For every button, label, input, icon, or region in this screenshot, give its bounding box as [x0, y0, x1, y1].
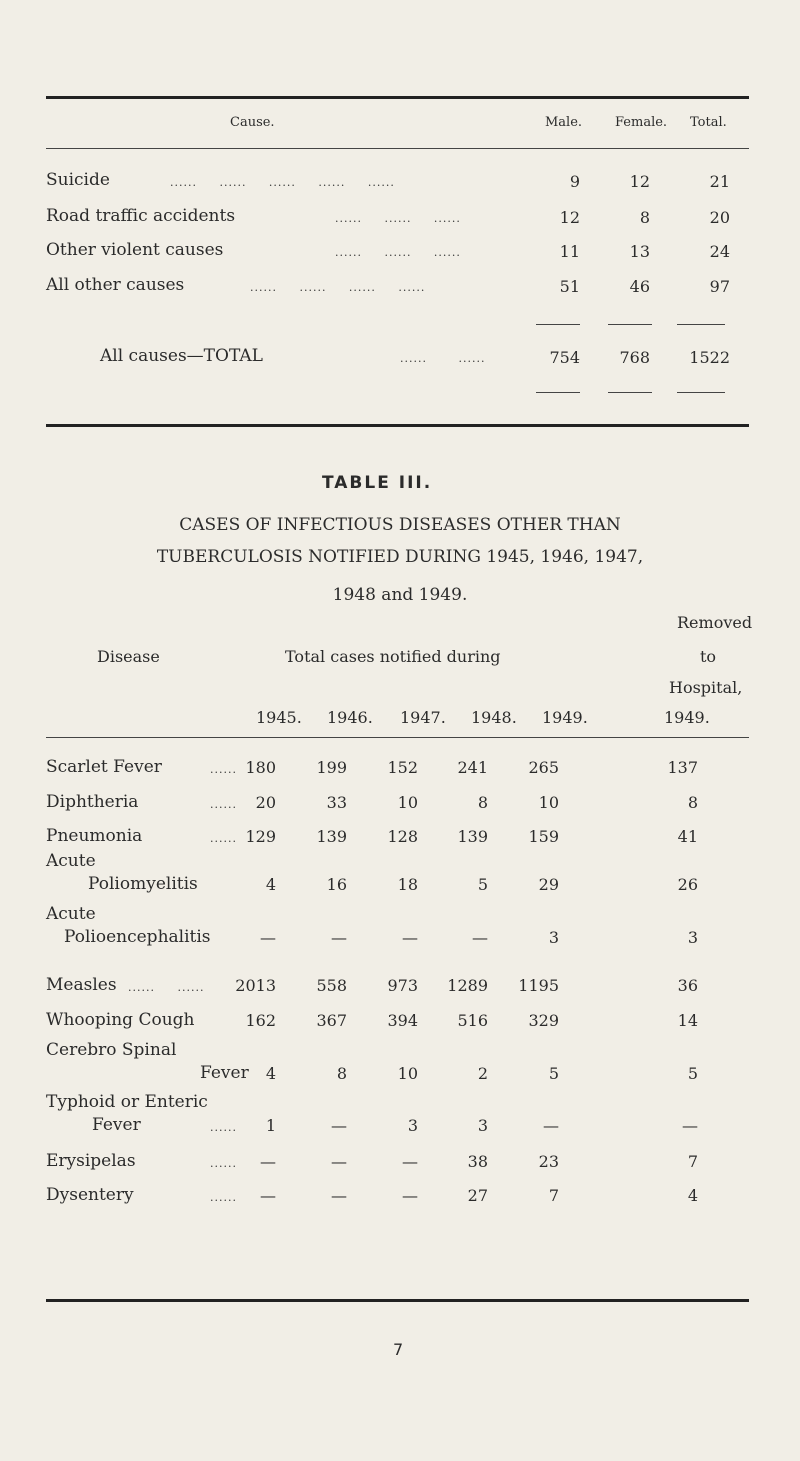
year-header: 1948.	[471, 708, 517, 727]
cell-value: 3	[548, 928, 559, 947]
disease-label: Dysentery	[46, 1185, 134, 1205]
cell-value: 16	[326, 875, 347, 894]
cell-value: 5	[477, 875, 488, 894]
cell-value: 41	[677, 827, 698, 846]
year-header: 1947.	[400, 708, 446, 727]
leader-dots: ......	[210, 1191, 237, 1204]
disease-label: Acute	[46, 904, 96, 924]
total-row-label: All causes—TOTAL	[100, 346, 263, 366]
cell-total: 97	[709, 277, 730, 296]
cell-male: 11	[559, 242, 580, 261]
cell-value: 2013	[235, 976, 276, 995]
cell-value: —	[402, 928, 418, 947]
sum-rule	[536, 392, 580, 393]
cell-value: 4	[687, 1186, 698, 1205]
cell-value: —	[402, 1152, 418, 1171]
cell-value: —	[260, 1186, 276, 1205]
row-label: Suicide	[46, 170, 110, 190]
cell-value: 3	[477, 1116, 488, 1135]
disease-label: Erysipelas	[46, 1151, 136, 1171]
year-header: 1949.	[664, 708, 710, 727]
row-label: All other causes	[46, 275, 185, 295]
cell-value: 162	[245, 1011, 276, 1030]
header-rule	[46, 148, 749, 149]
cell-value: 27	[467, 1186, 488, 1205]
cell-value: —	[331, 1152, 347, 1171]
disease-label: Typhoid or Enteric	[46, 1092, 208, 1112]
header-removed-to: to	[700, 647, 717, 666]
header-male: Male.	[545, 115, 583, 130]
cell-value: 516	[457, 1011, 488, 1030]
cell-value: 241	[457, 758, 488, 777]
cell-value: 2	[477, 1064, 488, 1083]
cell-value: 20	[255, 793, 276, 812]
cell-value: 129	[245, 827, 276, 846]
cell-value: —	[331, 1116, 347, 1135]
header-removed: Removed	[677, 613, 753, 632]
header-total-cases: Total cases notified during	[285, 647, 501, 666]
cell-value: 26	[677, 875, 698, 894]
table-title: TABLE III.	[322, 473, 433, 493]
cell-value: 139	[316, 827, 347, 846]
cell-value: 7	[548, 1186, 559, 1205]
leader-dots: ......	[210, 1157, 237, 1170]
header-removed-hospital: Hospital,	[669, 678, 743, 697]
cell-value: 128	[387, 827, 418, 846]
leader-dots: ...... ...... ...... ...... ......	[170, 176, 395, 189]
leader-dots: ......	[210, 763, 237, 776]
cell-value: 23	[538, 1152, 559, 1171]
cell-value: 4	[265, 875, 276, 894]
cell-female: 46	[629, 277, 650, 296]
table-caption-line2: TUBERCULOSIS NOTIFIED DURING 1945, 1946, 1947,	[156, 547, 644, 567]
cell-value: 394	[387, 1011, 418, 1030]
cell-value: —	[331, 928, 347, 947]
cell-value: 8	[336, 1064, 347, 1083]
cell-value: 139	[457, 827, 488, 846]
cell-value: 367	[316, 1011, 347, 1030]
leader-dots: ......	[210, 798, 237, 811]
disease-label-continued: Fever	[92, 1115, 141, 1135]
cell-value: 1	[265, 1116, 276, 1135]
page-number: 7	[393, 1340, 404, 1359]
total-male: 754	[549, 348, 580, 367]
header-cause: Cause.	[230, 115, 275, 130]
cell-value: —	[260, 1152, 276, 1171]
cell-value: 265	[528, 758, 559, 777]
disease-label: Diphtheria	[46, 792, 139, 812]
cell-value: 159	[528, 827, 559, 846]
cell-value: 18	[397, 875, 418, 894]
leader-dots: ...... ...... ......	[335, 212, 461, 225]
year-header: 1949.	[542, 708, 588, 727]
cell-value: 4	[265, 1064, 276, 1083]
cell-value: 3	[687, 928, 698, 947]
cell-value: 3	[407, 1116, 418, 1135]
cell-value: 1289	[447, 976, 488, 995]
table-caption-line1: CASES OF INFECTIOUS DISEASES OTHER THAN	[179, 515, 621, 535]
leader-dots: ...... ...... ...... ......	[250, 281, 426, 294]
cell-value: 558	[316, 976, 347, 995]
disease-label: Scarlet Fever	[46, 757, 162, 777]
cell-value: 329	[528, 1011, 559, 1030]
cell-female: 12	[629, 172, 650, 191]
cell-value: 38	[467, 1152, 488, 1171]
cell-value: 152	[387, 758, 418, 777]
cell-value: 199	[316, 758, 347, 777]
leader-dots: ...... ...... ......	[335, 246, 461, 259]
disease-label-continued: Polioencephalitis	[64, 927, 211, 947]
sum-rule	[536, 324, 580, 325]
cell-value: —	[260, 928, 276, 947]
disease-label-continued: Poliomyelitis	[88, 874, 198, 894]
cell-female: 13	[629, 242, 650, 261]
cell-value: 1195	[518, 976, 559, 995]
cell-total: 20	[709, 208, 730, 227]
year-header: 1946.	[327, 708, 373, 727]
cell-female: 8	[639, 208, 650, 227]
table-caption-line3: 1948 and 1949.	[332, 585, 468, 605]
cell-value: —	[472, 928, 488, 947]
cell-value: 10	[538, 793, 559, 812]
cell-value: 33	[326, 793, 347, 812]
cell-value: —	[543, 1116, 559, 1135]
header-female: Female.	[615, 115, 668, 130]
cell-value: —	[402, 1186, 418, 1205]
disease-label: Measles	[46, 975, 117, 995]
cell-value: 8	[477, 793, 488, 812]
cell-value: —	[682, 1116, 698, 1135]
header-rule	[46, 737, 749, 738]
cell-value: 5	[687, 1064, 698, 1083]
sum-rule	[677, 324, 725, 325]
cell-male: 12	[559, 208, 580, 227]
cell-value: 180	[245, 758, 276, 777]
cell-value: 7	[687, 1152, 698, 1171]
cell-value: 8	[687, 793, 698, 812]
cell-value: 14	[677, 1011, 698, 1030]
total-total: 1522	[689, 348, 730, 367]
year-header: 1945.	[256, 708, 302, 727]
cell-value: 29	[538, 875, 559, 894]
cell-value: 36	[677, 976, 698, 995]
leader-dots: ......	[210, 1121, 237, 1134]
disease-label: Whooping Cough	[46, 1010, 195, 1030]
cell-total: 24	[709, 242, 730, 261]
header-total: Total.	[690, 115, 727, 130]
cell-male: 51	[559, 277, 580, 296]
cell-total: 21	[709, 172, 730, 191]
leader-dots: ...... ......	[128, 981, 205, 994]
top-rule	[46, 96, 749, 99]
cell-value: 137	[667, 758, 698, 777]
sum-rule	[608, 324, 652, 325]
disease-label-continued: Fever	[200, 1063, 249, 1083]
total-female: 768	[619, 348, 650, 367]
disease-label: Pneumonia	[46, 826, 143, 846]
cell-value: 10	[397, 793, 418, 812]
cell-value: 973	[387, 976, 418, 995]
cell-value: 10	[397, 1064, 418, 1083]
row-label: Other violent causes	[46, 240, 224, 260]
header-disease: Disease	[97, 647, 160, 666]
disease-label: Cerebro Spinal	[46, 1040, 177, 1060]
cell-male: 9	[569, 172, 580, 191]
leader-dots: ......	[210, 832, 237, 845]
table1-bottom-rule	[46, 424, 749, 427]
disease-label: Acute	[46, 851, 96, 871]
cell-value: 5	[548, 1064, 559, 1083]
sum-rule	[608, 392, 652, 393]
sum-rule	[677, 392, 725, 393]
cell-value: —	[331, 1186, 347, 1205]
leader-dots: ...... ......	[400, 352, 486, 365]
row-label: Road traffic accidents	[46, 206, 236, 226]
table3-bottom-rule	[46, 1299, 749, 1302]
